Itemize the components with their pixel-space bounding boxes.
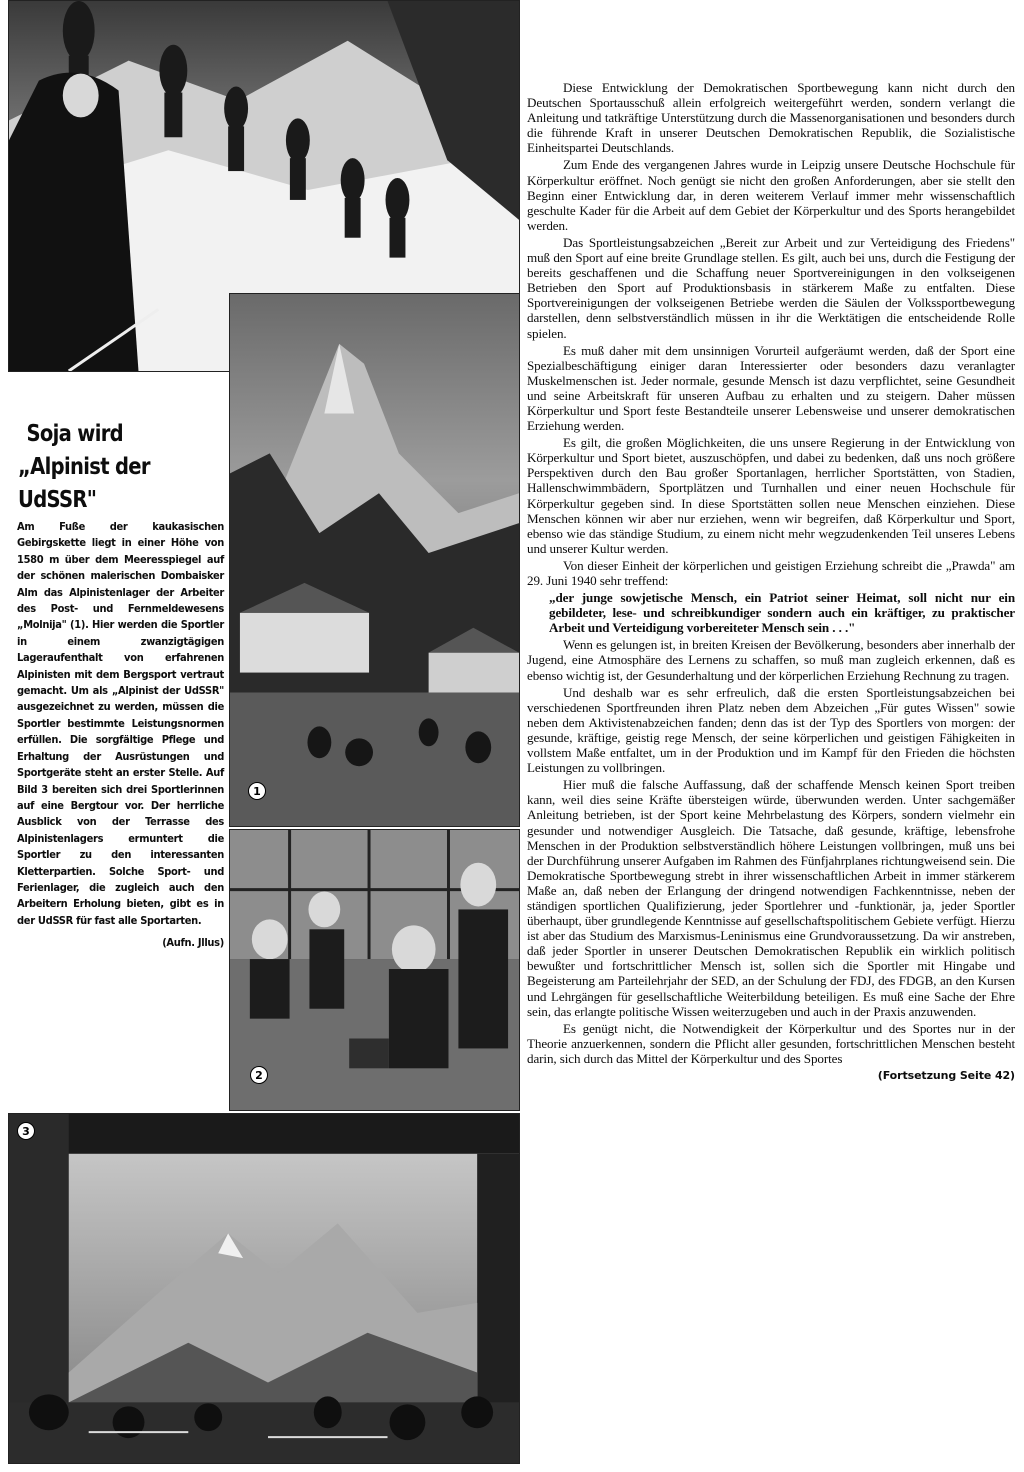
caption-text: Am Fuße der kaukasischen Gebirgskette liegt in einer Höhe von 1580 m über dem Meeresspiegel auf der schönen malerischen Dombaisker Alm das Alpinistenlager der Arbeiter des Post- und Fernmeldewesens „Molnija" (1). Hier werden die Sportler in einem zwanzigtägigen Lageraufenthalt von erfahrenen Alpinisten mit dem Bergsport vertraut gemacht. Um als „Alpinist der UdSSR" ausgezeichnet zu werden, müssen die Sportler bestimmte Leistungsnormen erfüllen. Die sorgfältige Pflege und Erhaltung der Ausrüstungen und Sportgeräte steht an erster Stelle. Auf Bild 3 bereiten sich drei Sportlerinnen auf eine Bergtour vor. Der herrliche Ausblick von der Terrasse des Alpinistenlagers ermuntert die Sportler zu den interessanten Kletterpartien. Solche Sport- und Ferienlager, die zugleich auch den Arbeitern Erholung bieten, gibt es in der UdSSR für fast alle Sportarten. xyxy=(17,520,224,927)
mountain-camp-image xyxy=(230,294,519,826)
article-paragraph: Es genügt nicht, die Notwendigkeit der Körperkultur und des Sportes nur in der Theorie anzuerkennen, sondern die Pflicht aller gesunden, fortschrittlichen Menschen besteht darin, sich durch das Mittel der Körperkultur und des Sportes xyxy=(527,1020,1015,1066)
photo-terrace-view xyxy=(8,1113,520,1464)
headline-line-1: Soja wird xyxy=(26,421,124,447)
article-paragraph: Und deshalb war es sehr erfreulich, daß die ersten Sportleistungsabzeichen bei verschiedenen Sportfreunden ihren Platz neben dem Abzeichen „Für gutes Wissen" sowie neben dem Aktivistenabzeichen fanden; denn das ist der Typ des Sportlers von morgen: der gesunde, kräftige, geistig rege Mensch, der seine körperlichen und geistigen Fähigkeiten in vollstem Maße entfaltet, um in der Produktion und im Kampf für den Frieden die höchsten Leistungen zu vollbringen. xyxy=(527,684,1015,776)
article-paragraph: Wenn es gelungen ist, in breiten Kreisen der Bevölkerung, besonders aber innerhalb der Jugend, eine Atmosphäre des Lernens zu schaffen, so muß man zugleich erkennen, daß es ebenso wichtig ist, der Gesunderhaltung und der körperlichen Erziehung Rechnung zu tragen. xyxy=(527,637,1015,683)
headline xyxy=(18,418,192,517)
pravda-quote: „der junge sowjetische Mensch, ein Patriot seiner Heimat, soll nicht nur ein gebildeter, lese- und schreibkundiger sondern auch ein kräftiger, zu praktischer Arbeit und Verteidigung vorbereiteter Mensch sein . . ." xyxy=(549,590,1015,636)
photo-number-1: 1 xyxy=(248,782,266,800)
terrace-view-image xyxy=(9,1114,519,1463)
article-paragraph: Von dieser Einheit der körperlichen und geistigen Erziehung schreibt die „Prawda" am 29. Juni 1940 sehr treffend: xyxy=(527,557,1015,588)
article-paragraph: Das Sportleistungsabzeichen „Bereit zur Arbeit und zur Verteidigung des Friedens" muß den Sport auf eine breite Grundlage stellen. Es gilt, auch bei uns, durch die Festigung der bereits geschaffenen und die Schaffung neuer Sportvereinigungen in den volkseigenen Betrieben den Sport auf Produktionsbasis in stärkerem Maße zu entfalten. Diese Sportvereinigungen der volkseigenen Betriebe werden die Säulen der Volkssportbewegung darstellen, denn selbstverständlich müssen in ihr die Werktätigen die entscheidende Rolle spielen. xyxy=(527,234,1015,341)
article-paragraph: Zum Ende des vergangenen Jahres wurde in Leipzig unsere Deutsche Hochschule für Körperkultur eröffnet. Noch genügt sie nicht den großen Anforderungen, aber sie stellt den Beginn einer Entwicklung dar, in deren weiterem Verlauf immer mehr wissenschaftlich geschulte Kader für die Arbeit auf dem Gebiet der Körperkultur und des Sports herangebildet werden. xyxy=(527,157,1015,233)
photo-mountain-camp xyxy=(229,293,520,827)
article-paragraph: Hier muß die falsche Auffassung, daß der schaffende Mensch keinen Sport treiben kann, weil dies seine Kräfte übersteigen würde, überwunden werden. Unter sachgemäßer Anleitung betrieben, ist der Sport keine Mehrbelastung des Körpers, sondern vielmehr ein gesunder und notwendiger Ausgleich. Die Tatsache, daß gesunde, kräftige, lebensfrohe Menschen in der Produktion selbstverständlich höhere Leistungen vollbringen, muß uns bei der Durchführung unserer Aufgaben im Rahmen des Fünfjahrplanes richtungweisend sein. Die Demokratische Sportbewegung strebt in ihrer wissenschaftlichen Arbeit in immer stärkerem Maße an, daß neben der Erlangung der dringend notwendigen Fachkenntnisse, neben der ständigen sportlichen Qualifizierung, jeder Sportlehrer und -funktionär, ja, jeder Sportler überhaupt, über grundlegende Kenntnisse auf gesellschaftspolitischem Gebiete verfügt. Hierzu ist aber das Studium des Marxismus-Leninismus eine Grundvoraussetzung. Da wir anstreben, daß jeder Sportler in unserer Deutschen Demokratischen Republik ein wirklich politisch bewußter und fortschrittlicher Mensch ist, sollen sich die Sportler mit Hingabe und Begeisterung am Parteilehrjahr der SED, an der Schulung der FDJ, des FDGB, an den Kursen und Lehrgängen für gesellschaftliche Weiterbildung beteiligen. Es muß eine Sache der Ehre sein, das erlangte politische Wissen weiterzugeben und auch in der Praxis anzuwenden. xyxy=(527,777,1015,1019)
article-paragraph: Es muß daher mit dem unsinnigen Vorurteil aufgeräumt werden, daß der Sport eine Spezialbeschäftigung einiger daran Interessierter oder besonders dazu veranlagter Muskelmenschen ist. Jeder normale, gesunde Mensch ist dazu verpflichtet, seine Gesundheit und seine Arbeitskraft für unseren Aufbau zu erhalten und zu steigern. Daher müssen Körperkultur und Sport feste Bestandteile unserer Lebensweise und unserer demokratischen Erziehung werden. xyxy=(527,342,1015,434)
headline-line-2: „Alpinist der UdSSR" xyxy=(18,454,150,513)
article-column xyxy=(527,80,1015,1083)
sportswomen-image xyxy=(230,830,519,1110)
article-paragraph: Es gilt, die großen Möglichkeiten, die uns unsere Regierung in der Entwicklung von Körperkultur und Sport bietet, auszuschöpfen, und dabei zu bedenken, daß uns noch größere Perspektiven durch den Bau großer Sportanlagen, herrlicher Sportstätten, von Stadien, Hallenschwimmbädern, Sportplätzen und Turnhallen und einer neuen Hochschule für Körperkultur gegeben sind. In diese Sportstätten sollen neue Menschen einziehen. Diese Menschen können wir aber nur erziehen, wenn wir begreifen, daß Körperkultur und Sport, ebenso wie das ständige Studium, zu einem nicht mehr wegzudenkenden Teil unseres Lebens und unserer Kultur werden. xyxy=(527,435,1015,556)
photo-caption xyxy=(17,519,224,952)
article-paragraph: Diese Entwicklung der Demokratischen Sportbewegung kann nicht durch den Deutschen Sportausschuß allein erfolgreich weitergeführt werden, sondern verlangt die Anleitung und tatkräftige Unterstützung durch die Massenorganisationen und besonders durch die führende Kraft in unserer Deutschen Demokratischen Republik, die Sozialistische Einheitspartei Deutschlands. xyxy=(527,80,1015,156)
photo-credit: (Aufn. Jllus) xyxy=(162,936,224,950)
continuation-note: (Fortsetzung Seite 42) xyxy=(877,1069,1015,1082)
photo-number-2: 2 xyxy=(250,1066,268,1084)
photo-sportswomen xyxy=(229,829,520,1111)
photo-number-3: 3 xyxy=(17,1122,35,1140)
